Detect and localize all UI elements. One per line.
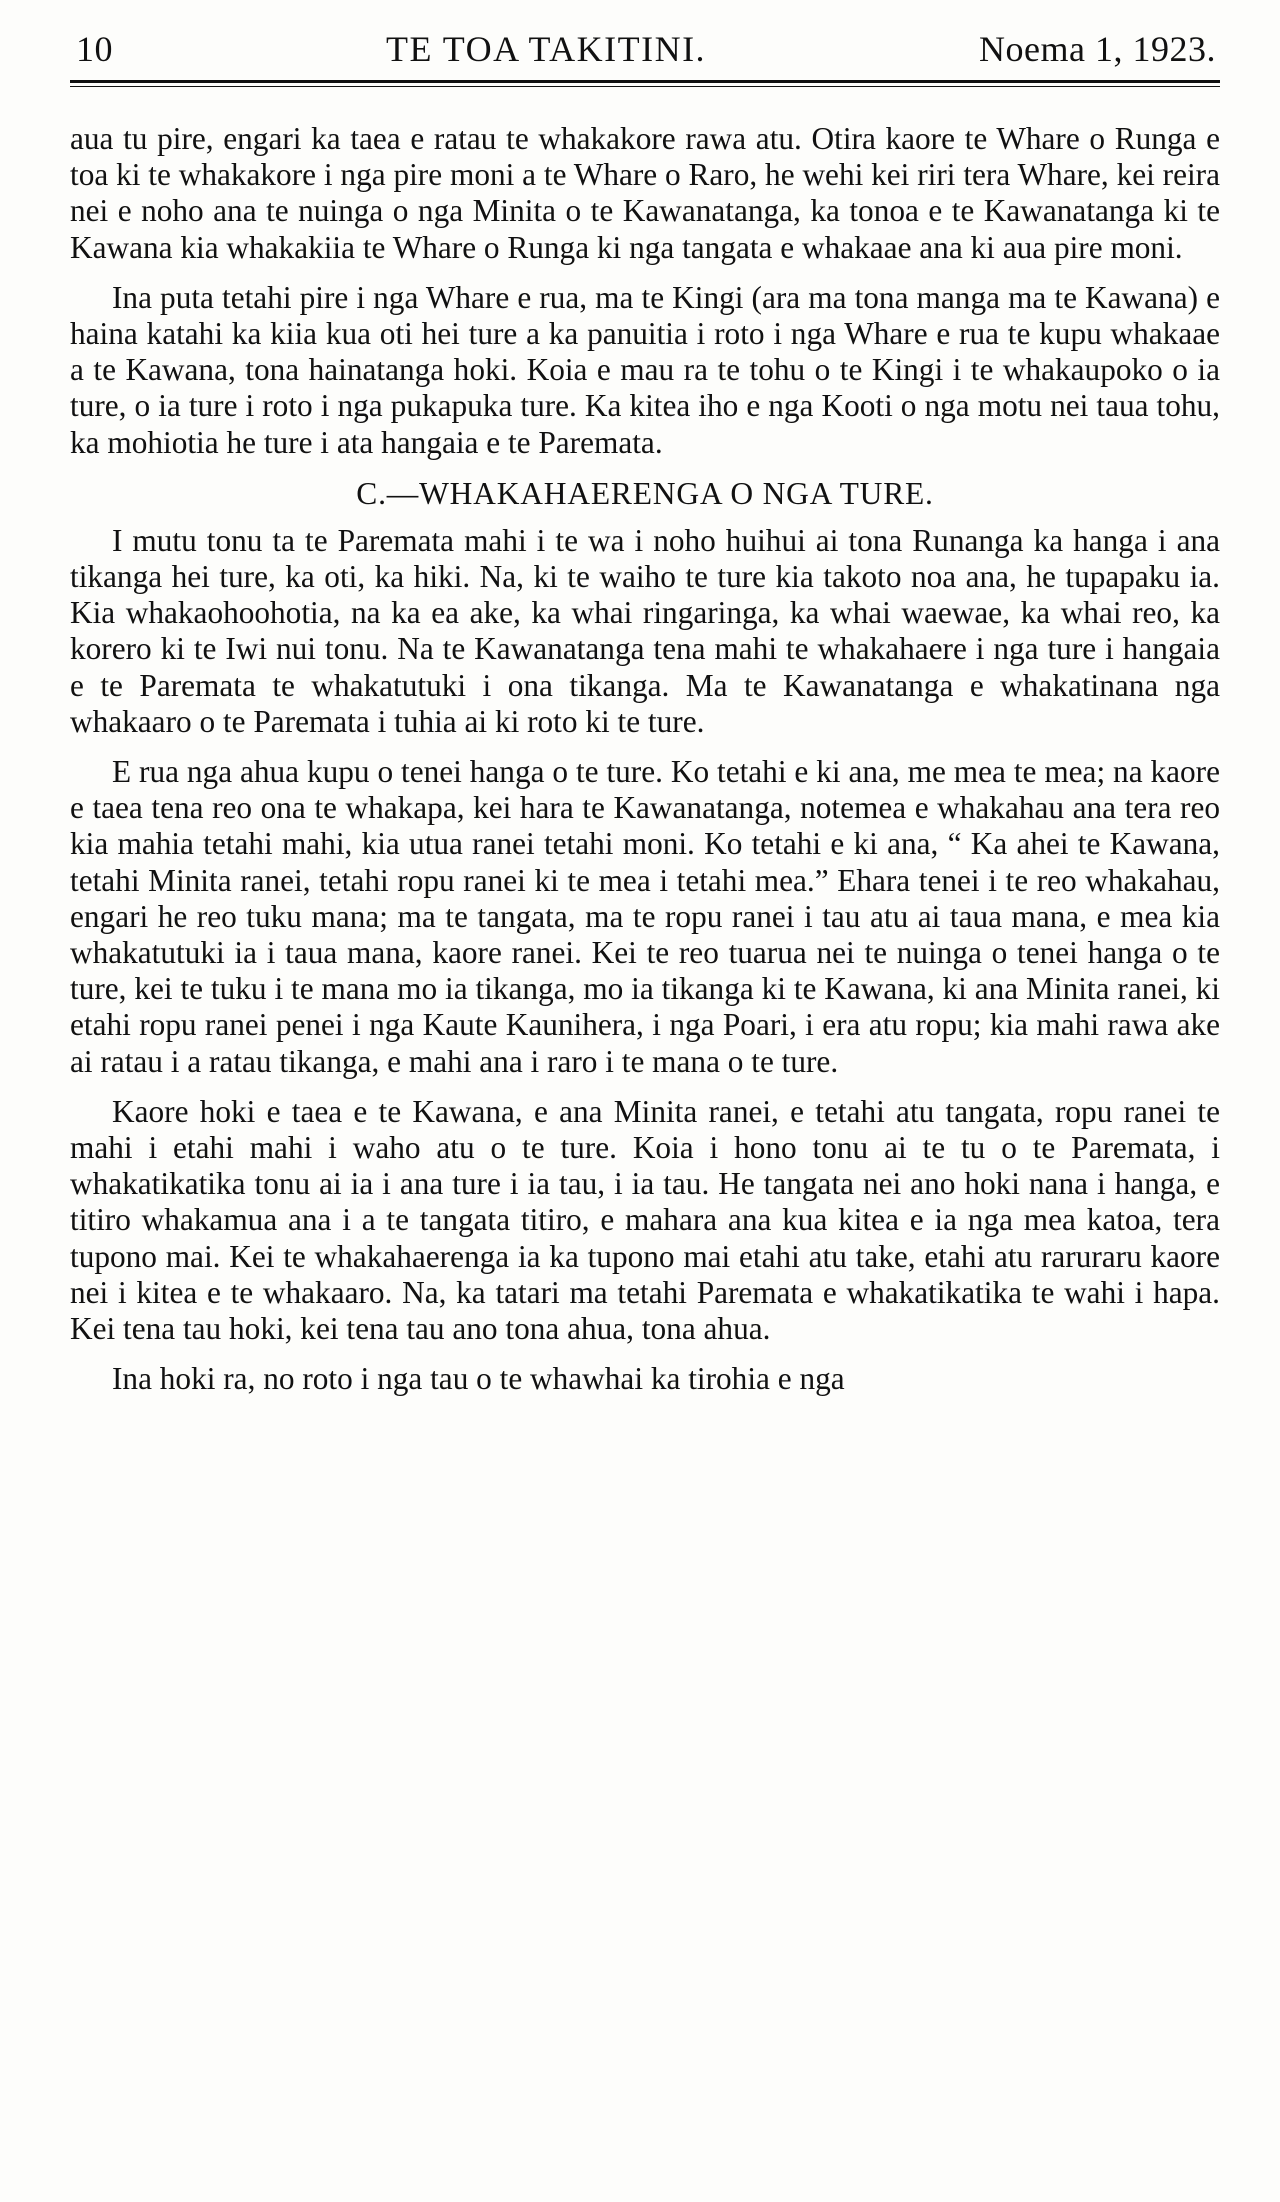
section-heading: C.—WHAKAHAERENGA O NGA TURE. <box>356 475 934 511</box>
paragraph-2: Ina puta tetahi pire i nga Whare e rua, ma te Kingi (ara ma tona manga ma te Kawana) e haina katahi ka kiia kua oti hei ture a ka panuitia i roto i nga Whare e rua te kupu whakaae a te Kawana, tona hainatanga hoki. Koia e mau ra te tohu o te Kingi i te whakaupoko o ia ture, o ia ture i roto i nga pukapuka ture. Ka kitea iho e nga Kooti o nga motu nei taua tohu, ka mohiotia he ture i ata hangaia e te Paremata. <box>70 279 1220 460</box>
article-body <box>70 121 1220 1398</box>
paragraph-3: I mutu tonu ta te Paremata mahi i te wa i noho huihui ai tona Runanga ka hanga i ana tikanga hei ture, ka oti, ka hiki. Na, ki te waiho te ture kia takoto noa ana, he tupapaku ia. Kia whakaohoohotia, na ka ea ake, ka whai ringaringa, ka whai waewae, ka whai reo, ka korero ki te Iwi nui tonu. Na te Kawanatanga tena mahi te whakahaere i nga ture i hangaia e te Paremata te whakatutuki i ona tikanga. Ma te Kawanatanga e whakatinana nga whakaaro o te Paremata i tuhia ai ki roto ki te ture. <box>70 522 1220 739</box>
page-header <box>70 28 1220 72</box>
header-rule-thick <box>70 80 1220 83</box>
paragraph-4: E rua nga ahua kupu o tenei hanga o te ture. Ko tetahi e ki ana, me mea te mea; na kaore e taea tena reo ona te whakapa, kei hara te Kawanatanga, notemea e whakahau ana tera reo kia mahia tetahi mahi, kia utua ranei tetahi moni. Ko tetahi e ki ana, “ Ka ahei te Kawana, tetahi Minita ranei, tetahi ropu ranei ki te mea i tetahi mea.” Ehara tenei i te reo whakahau, engari he reo tuku mana; ma te tangata, ma te ropu ranei i tau atu ai taua mana, e mea kia whakatutuki ia i taua mana, kaore ranei. Kei te reo tuarua nei te nuinga o tenei hanga o te ture, kei te tuku i te mana mo ia tikanga, mo ia tikanga ki te Kawana, ki ana Minita ranei, ki etahi ropu ranei penei i nga Kaute Kaunihera, i nga Poari, i era atu ropu; kia mahi rawa ake ai ratau i a ratau tikanga, e mahi ana i raro i te mana o te ture. <box>70 754 1220 1079</box>
header-rule-thin <box>70 86 1220 87</box>
paragraph-5: Kaore hoki e taea e te Kawana, e ana Minita ranei, e tetahi atu tangata, ropu ranei te mahi i etahi mahi i waho atu o te ture. Koia i hono tonu ai te tu o te Paremata, i whakatikatika tonu ai ia i ana ture i ia tau, i ia tau. He tangata nei ano hoki nana i hanga, e titiro whakamua ana i a te tangata titiro, e mahara ana kua kitea e ia nga mea katoa, tera tupono mai. Kei te whakahaerenga ia ka tupono mai etahi atu take, etahi atu raruraru kaore nei i kitea e te whakaaro. Na, ka tatari ma tetahi Paremata e whakatikatika te wahi i hapa. Kei tena tau hoki, kei tena tau ano tona ahua, tona ahua. <box>70 1093 1220 1347</box>
publication-title: TE TOA TAKITINI. <box>385 29 707 69</box>
page-number: 10 <box>76 29 113 69</box>
issue-date: Noema 1, 1923. <box>979 29 1216 69</box>
paragraph-1: aua tu pire, engari ka taea e ratau te whakakore rawa atu. Otira kaore te Whare o Runga e toa ki te whakakore i nga pire moni a te Whare o Raro, he wehi kei riri tera Whare, kei reira nei e noho ana te nuinga o nga Minita o te Kawanatanga, ka tonoa e te Kawanatanga ki te Kawana kia whakakiia te Whare o Runga ki nga tangata e whakaae ana ki aua pire moni. <box>70 121 1220 265</box>
paragraph-6: Ina hoki ra, no roto i nga tau o te whawhai ka tirohia e nga <box>112 1361 845 1397</box>
